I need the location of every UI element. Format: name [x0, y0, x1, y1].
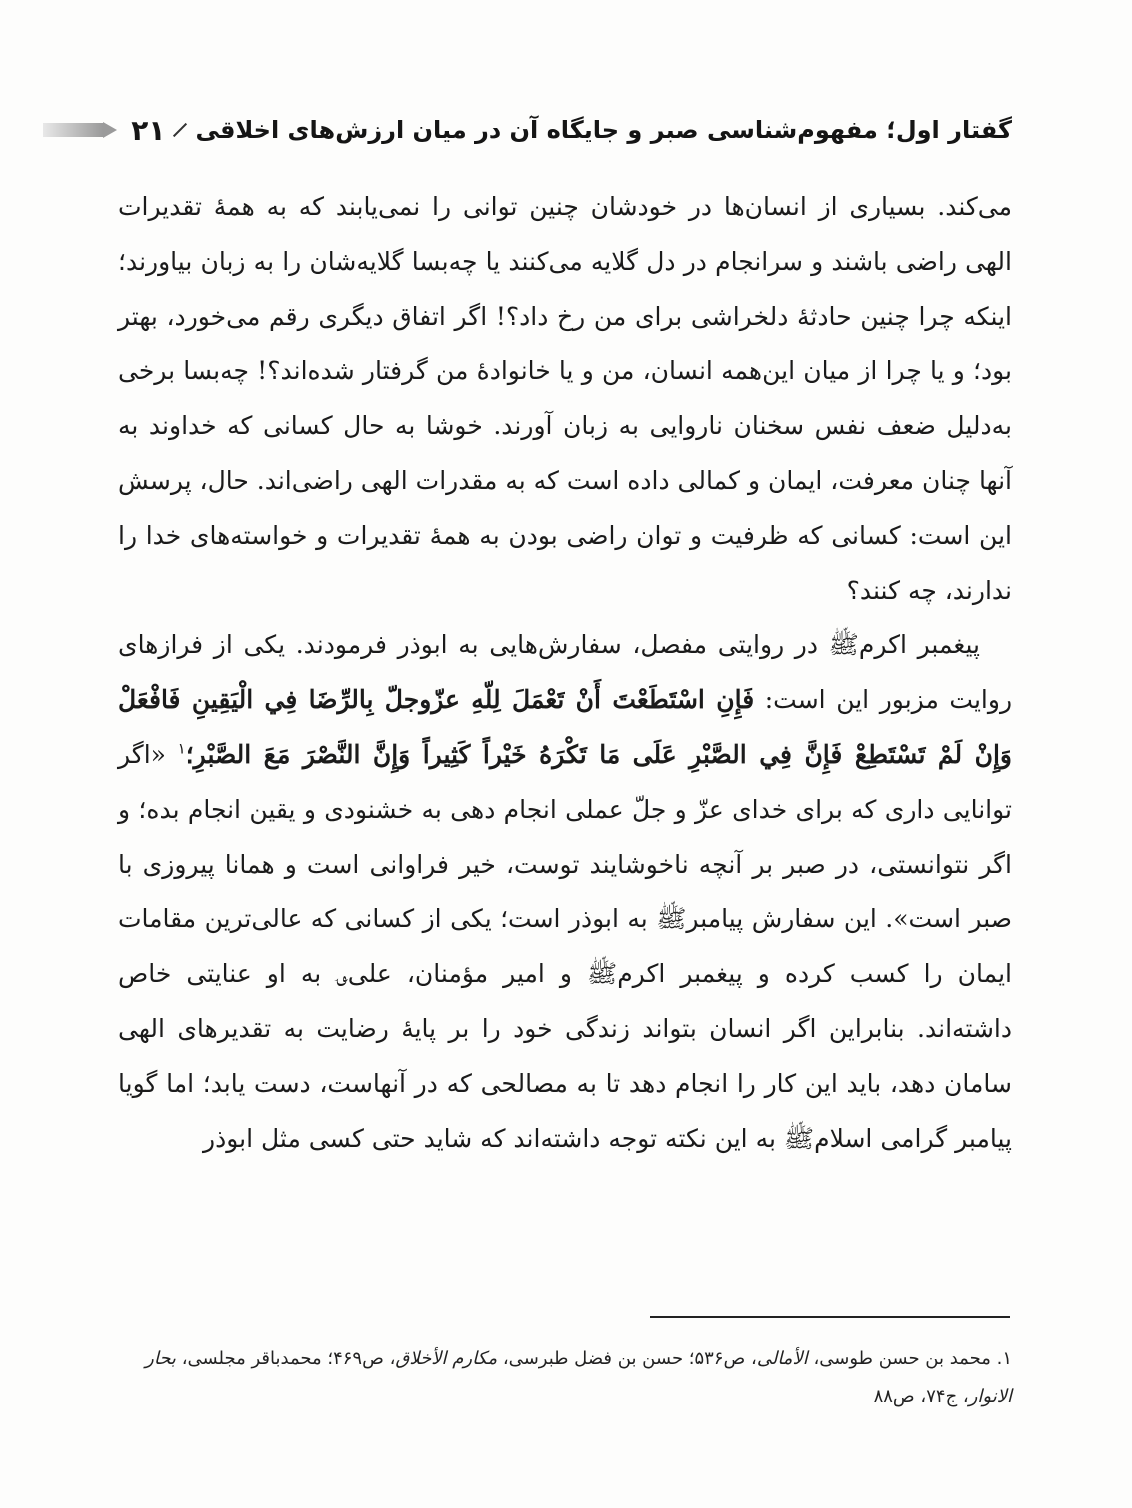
paragraph: می‌کند. بسیاری از انسان‌ها در خودشان چنین توانی را نمی‌یابند که به همهٔ تقدیرات الهی راضی باشند و سرانجام در دل گلایه می‌کنند یا چه‌بسا گلایه‌شان را به زبان بیاورند؛ اینکه چرا چنین حادثهٔ دلخراشی برای من رخ داد؟! اگر اتفاق دیگری رقم می‌خورد، بهتر بود؛ و یا چرا از میان این‌همه انسان، من و یا خانوادهٔ من گرفتار شده‌اند؟! چه‌بسا برخی به‌دلیل ضعف نفس سخنان ناروایی به زبان آورند. خوشا به حال کسانی که خداوند به آنها چنان معرفت، ایمان و کمالی داده است که به مقدرات الهی راضی‌اند. حال، پرسش این است: کسانی که ظرفیت و توان راضی بودن به همهٔ تقدیرات و خواسته‌های خدا را ندارند، چه کنند؟ [118, 192, 1012, 605]
footnote-divider [650, 1316, 1010, 1318]
page-number: ۲۱ [131, 113, 166, 147]
footnote-work-2: مکارم الأخلاق [395, 1348, 498, 1369]
running-header [110, 108, 1012, 152]
footnote-reference[interactable]: ۱ [177, 739, 186, 758]
paragraph-with-quote [118, 618, 1012, 1166]
header-gradient-bar [43, 123, 103, 137]
footnote-ref-2: ، ص۵۳۶؛ حسن بن فضل طبرسی، [502, 1348, 757, 1369]
main-text [118, 180, 1012, 1166]
quote-intro: پیغمبر اکرمﷺ در روایتی مفصل، سفارش‌هایی به ابوذر فرمودند. یکی از فرازهای روایت مزبور این است: [118, 630, 1013, 715]
footnote-work-1: الأمالی [756, 1348, 808, 1369]
footnote [118, 1340, 1012, 1416]
footnote-ref-4: ، ج۷۴، ص۸۸ [873, 1386, 969, 1407]
footnote-author-1: محمد بن حسن طوسی، [813, 1348, 991, 1369]
header-arrow-ornament [43, 122, 117, 138]
footnote-number: ۱. [996, 1348, 1012, 1369]
chapter-title: گفتار اول؛ مفهوم‌شناسی صبر و جایگاه آن در میان ارزش‌های اخلاقی [195, 116, 1012, 144]
arrow-tip-icon [103, 122, 117, 138]
arabic-hadith-quote: فَإِنِ اسْتَطَعْتَ أَنْ تَعْمَلَ لِلّهِ عزّوجلّ بِالرِّضَا فِي الْيَقِينِ فَافْعَلْ وَإِنْ لَمْ تَسْتَطِعْ فَإِنَّ فِي الصَّبْرِ عَلَى مَا تَكْرَهُ خَيْراً كَثِيراً وَإِنَّ النَّصْرَ مَعَ الصَّبْرِ؛ [118, 685, 1012, 769]
diamond-ornament-icon [173, 123, 187, 137]
quote-translation-and-commentary: «اگر توانایی داری که برای خدای عزّ و جلّ عملی انجام دهی به خشنودی و یقین انجام بده؛ و اگر نتوانستی، در صبر بر آنچه ناخوشایند توست، خیر فراوانی است و همانا پیروزی با صبر است». این سفارش پیامبرﷺ به ابوذر است؛ یکی از کسانی که عالی‌ترین مقامات ایمان را کسب کرده و پیغمبر اکرمﷺ و امیر مؤمنان، علی‌؈ به او عنایتی خاص داشته‌اند. بنابراین اگر انسان بتواند زندگی خود را بر پایهٔ رضایت به تقدیرهای الهی سامان دهد، باید این کار را انجام دهد تا به مصالحی که در آنهاست، دست یابد؛ اما گویا پیامبر گرامی اسلامﷺ به این نکته توجه داشته‌اند که شاید حتی کسی مثل ابوذر [118, 739, 1012, 1153]
footnote-work-3: بحار الانوار [145, 1348, 1012, 1407]
footnote-ref-3: ، ص۴۶۹؛ محمدباقر مجلسی، [181, 1348, 396, 1369]
